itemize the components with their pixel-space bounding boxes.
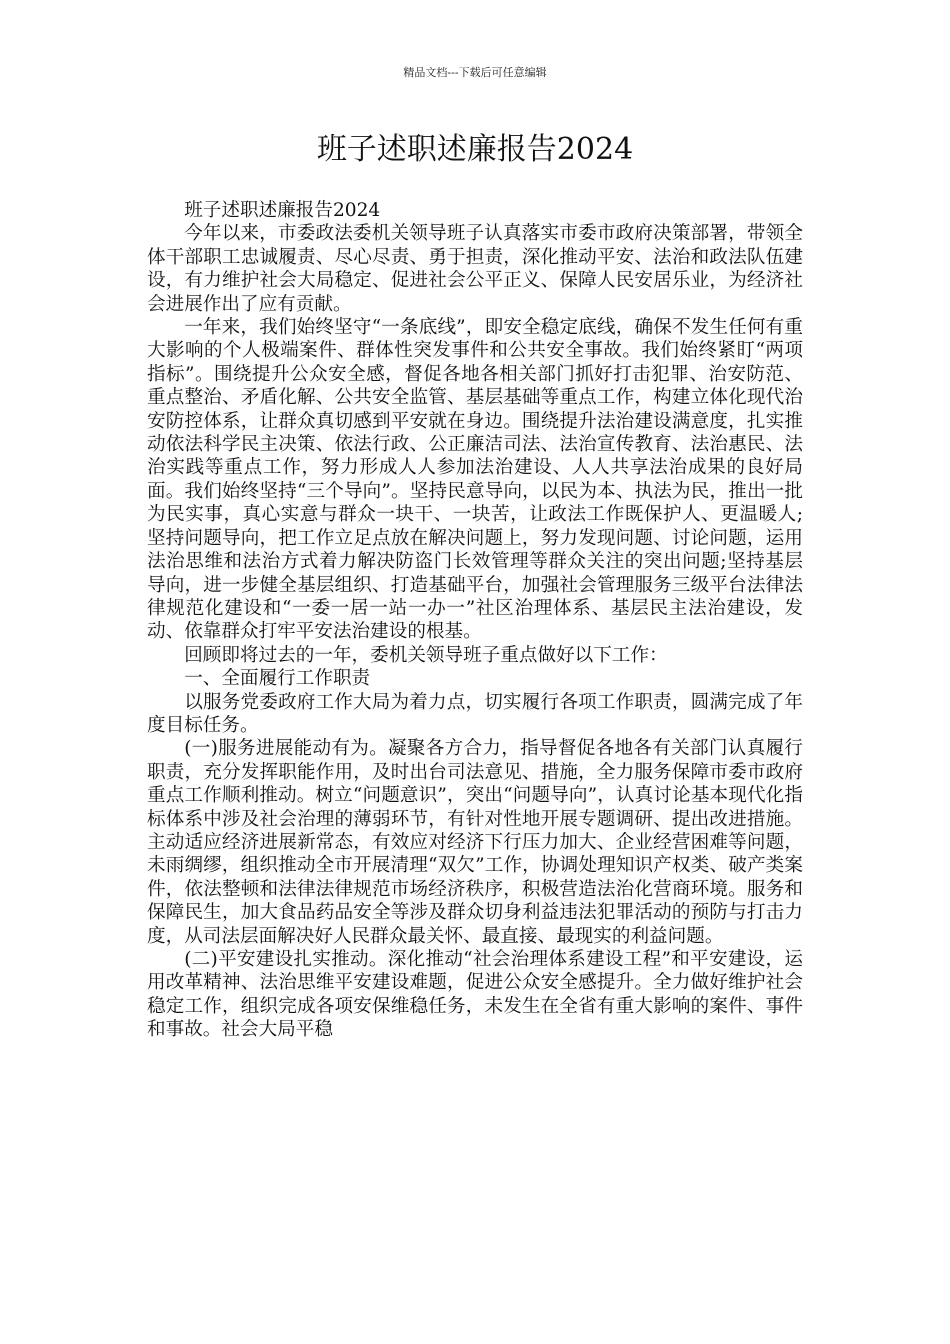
body-paragraph: 回顾即将过去的一年，委机关领导班子重点做好以下工作： <box>184 644 668 666</box>
body-paragraph: 以服务党委政府工作大局为着力点，切实履行各项工作职责，圆满完成了年度目标任务。 <box>147 691 803 736</box>
document-body <box>147 199 803 1042</box>
document-title: 班子述职述廉报告2024 <box>316 132 634 167</box>
body-paragraph: 一年来，我们始终坚守“一条底线”，即安全稳定底线，确保不发生任何有重大影响的个人极端案件、群体性突发事件和公共安全事故。我们始终紧盯“两项指标”。围绕提升公众安全感，督促各地各相关部门抓好打击犯罪、治安防范、重点整治、矛盾化解、公共安全监管、基层基础等重点工作，构建立体化现代治安防控体系，让群众真切感到平安就在身边。围绕提升法治建设满意度，扎实推动依法科学民主决策、依法行政、公正廉洁司法、法治宣传教育、法治惠民、法治实践等重点工作，努力形成人人参加法治建设、人人共享法治成果的良好局面。我们始终坚持“三个导向”。坚持民意导向，以民为本、执法为民，推出一批为民实事，真心实意与群众一块干、一块苦，让政法工作既保护人、更温暖人;坚持问题导向，把工作立足点放在解决问题上，努力发现问题、讨论问题，运用法治思维和法治方式着力解决防盗门长效管理等群众关注的突出问题;坚持基层导向，进一步健全基层组织、打造基础平台，加强社会管理服务三级平台法律法律规范化建设和“一委一居一站一办一”社区治理体系、基层民主法治建设，发动、依靠群众打牢平安法治建设的根基。 <box>147 317 803 643</box>
body-paragraph: 今年以来，市委政法委机关领导班子认真落实市委市政府决策部署，带领全体干部职工忠诚履责、尽心尽责、勇于担责，深化推动平安、法治和政法队伍建设，有力维护社会大局稳定、促进社会公平正义、保障人民安居乐业，为经济社会进展作出了应有贡献。 <box>147 223 803 315</box>
body-paragraph: (一)服务进展能动有为。凝聚各方合力，指导督促各地各有关部门认真履行职责，充分发挥职能作用，及时出台司法意见、措施，全力服务保障市委市政府重点工作顺利推动。树立“问题意识”，突出“问题导向”，认真讨论基本现代化指标体系中涉及社会治理的薄弱环节，有针对性地开展专题调研、提出改进措施。主动适应经济进展新常态，有效应对经济下行压力加大、企业经营困难等问题，未雨绸缪，组织推动全市开展清理“双欠”工作，协调处理知识产权类、破产类案件，依法整顿和法律法律规范市场经济秩序，积极营造法治化营商环境。服务和保障民生，加大食品药品安全等涉及群众切身利益违法犯罪活动的预防与打击力度，从司法层面解决好人民群众最关怀、最直接、最现实的利益问题。 <box>147 738 803 947</box>
body-paragraph: (二)平安建设扎实推动。深化推动“社会治理体系建设工程”和平安建设，运用改革精神、法治思维平安建设难题，促进公众安全感提升。全力做好维护社会稳定工作，组织完成各项安保维稳任务，未发生在全省有重大影响的案件、事件和事故。社会大局平稳 <box>147 949 803 1041</box>
section-heading: 一、全面履行工作职责 <box>184 668 371 690</box>
body-paragraph: 班子述职述廉报告2024 <box>184 200 381 221</box>
header-note: 精品文档---下载后可任意编辑 <box>403 66 547 79</box>
